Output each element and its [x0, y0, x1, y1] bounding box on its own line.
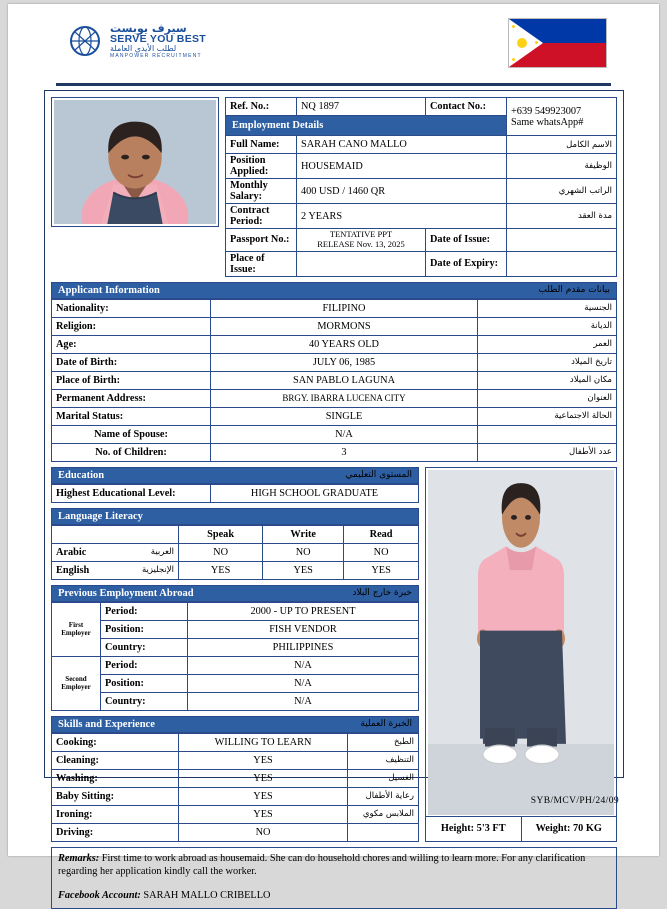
cooking-label: Cooking: [52, 733, 179, 751]
previous-employment-title-arabic: خبرة خارج البلاد [352, 587, 412, 598]
children-label: No. of Children: [52, 443, 211, 461]
date-expiry-label: Date of Expiry: [426, 251, 507, 276]
contact-number: +639 549923007 [511, 105, 582, 117]
driving-label: Driving: [52, 823, 179, 841]
language-arabic-label: Arabic [56, 546, 87, 558]
language-english-row [52, 561, 179, 579]
nationality-arabic: الجنسية [478, 299, 617, 317]
ref-no-label: Ref. No.: [226, 98, 297, 116]
table-row [52, 299, 617, 317]
applicant-information-header [51, 282, 617, 299]
table-row [52, 425, 617, 443]
remarks-label: Remarks: [58, 852, 100, 864]
education-header [51, 467, 419, 484]
nationality-label: Nationality: [52, 299, 211, 317]
first-country-label: Country: [101, 638, 188, 656]
dob-value: JULY 06, 1985 [211, 353, 478, 371]
table-row [52, 733, 419, 751]
previous-employment-section [51, 585, 419, 711]
table-row [52, 620, 419, 638]
address-arabic: العنوان [478, 389, 617, 407]
pob-label: Place of Birth: [52, 371, 211, 389]
applicant-fullbody-photo [428, 470, 614, 815]
weight-value: Weight: 70 KG [535, 823, 602, 835]
spouse-label: Name of Spouse: [52, 425, 211, 443]
passport-value [297, 229, 426, 252]
applicant-information-title-arabic: بيانات مقدم الطلب [538, 284, 610, 295]
second-employer-label: Second Employer [52, 656, 101, 710]
contact-no-value [507, 98, 617, 136]
age-value: 40 YEARS OLD [211, 335, 478, 353]
marital-status-arabic: الحالة الاجتماعية [478, 407, 617, 425]
language-col-read: Read [344, 525, 419, 543]
first-period-value: 2000 - UP TO PRESENT [188, 602, 419, 620]
contract-arabic: مدة العقد [507, 204, 617, 229]
education-title-arabic: المستوى التعليمي [345, 469, 412, 480]
spouse-arabic [478, 425, 617, 443]
babysitting-arabic: رعاية الأطفال [348, 787, 419, 805]
arabic-read: NO [344, 543, 419, 561]
fullbody-photo-panel [425, 467, 617, 842]
religion-arabic: الديانة [478, 317, 617, 335]
position-label: Position Applied: [226, 154, 297, 179]
language-col-speak: Speak [179, 525, 263, 543]
washing-label: Washing: [52, 769, 179, 787]
marital-status-label: Marital Status: [52, 407, 211, 425]
facebook-row [58, 889, 610, 903]
first-country-value: PHILIPPINES [188, 638, 419, 656]
english-speak: YES [179, 561, 263, 579]
table-row [52, 692, 419, 710]
remarks-text: First time to work abroad as housemaid. She can do household chores and willing to learn more. For any clarification regarding her application kindly call the worker. [58, 852, 586, 878]
nationality-value: FILIPINO [211, 299, 478, 317]
cooking-arabic: الطبخ [348, 733, 419, 751]
pob-value: SAN PABLO LAGUNA [211, 371, 478, 389]
table-row [52, 674, 419, 692]
children-arabic: عدد الأطفال [478, 443, 617, 461]
salary-arabic: الراتب الشهري [507, 179, 617, 204]
document-code: SYB/MCV/PH/24/09 [530, 796, 619, 806]
age-label: Age: [52, 335, 211, 353]
dob-label: Date of Birth: [52, 353, 211, 371]
table-row [52, 769, 419, 787]
education-section [51, 467, 419, 503]
language-arabic-row [52, 543, 179, 561]
second-country-value: N/A [188, 692, 419, 710]
company-logo [66, 22, 206, 60]
contract-value: 2 YEARS [297, 204, 507, 229]
washing-arabic: الغسيل [348, 769, 419, 787]
table-row [52, 656, 419, 674]
first-employer-label: First Employer [52, 602, 101, 656]
logo-english-title: SERVE YOU BEST [110, 33, 207, 46]
position-value: HOUSEMAID [297, 154, 507, 179]
table-row [52, 525, 419, 543]
contract-label: Contract Period: [226, 204, 297, 229]
full-name-arabic: الاسم الكامل [507, 136, 617, 154]
table-row [52, 638, 419, 656]
lower-section [51, 467, 617, 842]
document-header [8, 4, 659, 76]
babysitting-label: Baby Sitting: [52, 787, 179, 805]
table-row [52, 389, 617, 407]
table-row [52, 787, 419, 805]
age-arabic: العمر [478, 335, 617, 353]
spouse-value: N/A [211, 425, 478, 443]
top-section [51, 97, 617, 277]
salary-value: 400 USD / 1460 QR [297, 179, 507, 204]
applicant-information-table [51, 299, 617, 462]
table-row [52, 407, 617, 425]
language-arabic-label-ar: العربية [150, 546, 174, 557]
applicant-information-section [51, 282, 617, 462]
first-position-label: Position: [101, 620, 188, 638]
full-name-value: SARAH CANO MALLO [297, 136, 507, 154]
language-literacy-section [51, 508, 419, 580]
children-value: 3 [211, 443, 478, 461]
date-issue-label: Date of Issue: [426, 229, 507, 252]
first-period-label: Period: [101, 602, 188, 620]
language-literacy-table [51, 525, 419, 580]
passport-label: Passport No.: [226, 229, 297, 252]
language-col-blank [52, 525, 179, 543]
table-row [52, 443, 617, 461]
religion-value: MORMONS [211, 317, 478, 335]
driving-value: NO [179, 823, 348, 841]
document-page [8, 4, 659, 902]
second-position-value: N/A [188, 674, 419, 692]
religion-label: Religion: [52, 317, 211, 335]
table-row [52, 823, 419, 841]
table-row [52, 335, 617, 353]
logo-arabic-subtitle: لطلب الأيدي العاملة [110, 44, 177, 54]
table-row [52, 371, 617, 389]
table-row [52, 353, 617, 371]
table-row [52, 751, 419, 769]
education-level-value: HIGH SCHOOL GRADUATE [211, 484, 419, 502]
arabic-write: NO [263, 543, 344, 561]
date-expiry-value [507, 251, 617, 276]
employment-details-header: Employment Details [226, 116, 507, 136]
passport-value-line1: TENTATIVE PPT [329, 229, 393, 239]
logo-arabic-title: سيرف يوبست [110, 21, 187, 35]
cleaning-value: YES [179, 751, 348, 769]
english-read: YES [344, 561, 419, 579]
previous-employment-header [51, 585, 419, 602]
salary-label: Monthly Salary: [226, 179, 297, 204]
table-row [52, 805, 419, 823]
washing-value: YES [179, 769, 348, 787]
header-divider [56, 83, 611, 86]
language-english-label-ar: الإنجليزية [141, 564, 174, 575]
previous-employment-table [51, 602, 419, 711]
language-literacy-header: Language Literacy [51, 508, 419, 525]
applicant-information-title: Applicant Information [58, 284, 160, 296]
table-row [52, 484, 419, 502]
facebook-label: Facebook Account: [58, 890, 141, 902]
date-issue-value [507, 229, 617, 252]
position-arabic: الوظيفة [507, 154, 617, 179]
second-period-value: N/A [188, 656, 419, 674]
cooking-value: WILLING TO LEARN [179, 733, 348, 751]
cleaning-arabic: التنظيف [348, 751, 419, 769]
babysitting-value: YES [179, 787, 348, 805]
first-position-value: FISH VENDOR [188, 620, 419, 638]
arabic-speak: NO [179, 543, 263, 561]
ref-no-value: NQ 1897 [297, 98, 426, 116]
pob-arabic: مكان الميلاد [478, 371, 617, 389]
table-row [52, 561, 419, 579]
logo-tagline: MANPOWER RECRUITMENT [110, 52, 202, 59]
education-title: Education [58, 469, 105, 481]
address-label: Permanent Address: [52, 389, 211, 407]
table-row [52, 317, 617, 335]
ref-contact-table [225, 97, 617, 277]
dob-arabic: تاريخ الميلاد [478, 353, 617, 371]
philippines-flag-icon [508, 18, 607, 68]
skills-section [51, 716, 419, 842]
ironing-label: Ironing: [52, 805, 179, 823]
skills-title: Skills and Experience [58, 718, 155, 730]
second-position-label: Position: [101, 674, 188, 692]
second-country-label: Country: [101, 692, 188, 710]
marital-status-value: SINGLE [211, 407, 478, 425]
address-value: BRGY. IBARRA LUCENA CITY [211, 389, 478, 407]
cleaning-label: Cleaning: [52, 751, 179, 769]
driving-arabic [348, 823, 419, 841]
second-period-label: Period: [101, 656, 188, 674]
skills-header [51, 716, 419, 733]
globe-icon [66, 22, 104, 60]
contact-whatsapp: Same whatsApp# [511, 116, 584, 128]
education-level-label: Highest Educational Level: [52, 484, 211, 502]
passport-value-line2: RELEASE Nov. 13, 2025 [317, 238, 405, 249]
facebook-value: SARAH MALLO CRIBELLO [143, 890, 271, 902]
language-col-write: Write [263, 525, 344, 543]
ironing-arabic: الملابس مكوي [348, 805, 419, 823]
previous-employment-title: Previous Employment Abroad [58, 587, 194, 599]
skills-table [51, 733, 419, 842]
table-row [52, 543, 419, 561]
applicant-headshot [51, 97, 219, 227]
place-issue-label: Place of Issue: [226, 251, 297, 276]
language-english-label: English [56, 564, 90, 576]
height-value: Height: 5'3 FT [426, 817, 522, 841]
remarks-section [51, 847, 617, 909]
full-name-label: Full Name: [226, 136, 297, 154]
ironing-value: YES [179, 805, 348, 823]
english-write: YES [263, 561, 344, 579]
measurements-row [426, 816, 616, 841]
skills-title-arabic: الخبرة العملية [360, 718, 412, 729]
education-table [51, 484, 419, 503]
contact-no-label: Contact No.: [426, 98, 507, 116]
table-row [52, 602, 419, 620]
place-issue-value [297, 251, 426, 276]
